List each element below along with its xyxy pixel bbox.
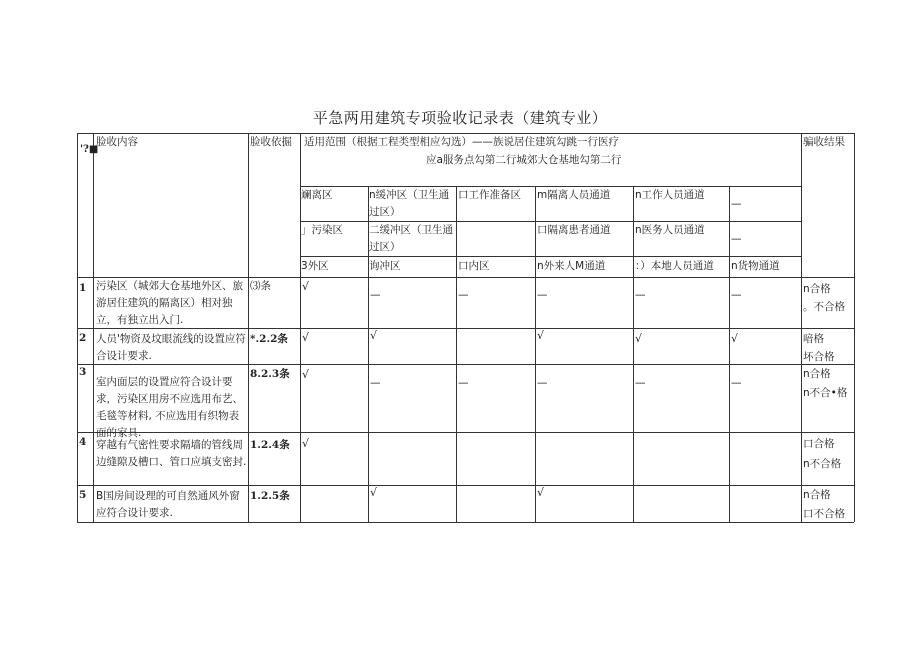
row4-no: 4 [79, 436, 87, 448]
row2-content: 人员'物资及坟眼流线的设置应符合设计要求. [96, 333, 246, 362]
zone-r1-c5: n工作人员通道 [635, 189, 705, 201]
col-line-z3 [535, 186, 536, 522]
row1-mark-4: — [537, 289, 548, 301]
header-scope-line2: 应a服务点勾第二行城郊大仓基地勾第二行 [426, 154, 622, 166]
header-content: 脸收内容 [96, 136, 138, 148]
row5-result-pass: n合格 [803, 489, 831, 501]
row1-result-pass: n合格 [803, 283, 831, 295]
table-border-bottom [77, 522, 854, 523]
zone-r1-c2: n缓冲区（卫生通过区） [369, 189, 450, 218]
header-result: 骗收结果 [803, 136, 845, 148]
zone-r2-c5: n医务人员通道 [635, 224, 705, 236]
row5-check-4: √ [537, 486, 545, 499]
row3-mark-6: — [731, 377, 742, 389]
zone-r3-c6: n货物通道 [731, 260, 780, 272]
row1-mark-3: — [458, 289, 469, 301]
row3-mark-5: — [635, 377, 646, 389]
row2-result-pass: 喑格 [803, 333, 824, 345]
row1-content: 污染区（城郊大仓基地外区、旅游居住建筑的隔离区）相对独立，有独立出入门. [96, 280, 243, 326]
col-line-z4 [633, 186, 634, 522]
page-title: 平急两用建筑专项验收记录表（建筑专业） [312, 109, 608, 127]
zone-r3-c4: n外来人M通道 [537, 260, 606, 272]
header-basis: 脸收依掘 [250, 136, 292, 148]
zone-r1-c6: — [731, 198, 742, 210]
row5-content: B国房间设理的可自然通风外窗应符合设计要求. [96, 490, 240, 519]
col-line-no [93, 133, 94, 522]
zone-r1-c1: 斓离区 [301, 189, 333, 201]
row2-check-1: √ [302, 331, 310, 344]
row-line-5 [77, 485, 854, 486]
row3-result-pass: n合格 [803, 368, 831, 380]
zone-line-3 [300, 256, 801, 257]
col-line-z5 [729, 186, 730, 522]
row5-check-2: √ [370, 486, 378, 499]
row2-no: 2 [79, 332, 87, 344]
row4-content: 穿越有气密性要求隔墙的管线周边缝隙及槽口、管口应填支密封. [96, 439, 247, 468]
row2-result-fail: 坏合格 [803, 351, 835, 363]
row4-basis: 1.2.4条 [250, 439, 290, 451]
row2-check-5: √ [635, 332, 643, 345]
row1-mark-2: — [370, 289, 381, 301]
row5-basis: 1.2.5条 [250, 490, 290, 502]
row1-result-fail: 。不合格 [803, 301, 845, 313]
row3-basis: 8.2.3条 [250, 368, 290, 380]
row1-check-1: √ [302, 280, 310, 293]
table-border-left [77, 133, 78, 522]
header-no: '?■ [80, 144, 99, 155]
row1-mark-5: — [635, 289, 646, 301]
zone-r1-c4: m隔离人员通道 [537, 189, 611, 201]
row3-mark-2: — [370, 377, 381, 389]
zone-r3-c5: ：）本地人员通道 [635, 260, 714, 272]
zone-r2-c4: 口隔离患者通道 [537, 224, 611, 236]
row3-mark-3: — [458, 377, 469, 389]
row1-basis: ⑶条 [250, 280, 271, 292]
row2-check-2: √ [370, 329, 378, 342]
row1-no: 1 [79, 282, 87, 294]
row3-no: 3 [79, 366, 87, 378]
row2-check-6: √ [731, 332, 739, 345]
row3-check-1: √ [302, 368, 310, 381]
col-line-z2 [456, 186, 457, 522]
zone-r2-c1: 」污染区 [301, 224, 343, 236]
col-line-result [801, 133, 802, 522]
row4-result-fail: n不合格 [803, 458, 842, 470]
zone-r2-c2: 二缓冲区（卫生通过区） [369, 224, 453, 253]
row3-content: 室内面层的设置应符合设计要求，污染区用房不应选用布艺、毛毯等材料, 不应选用有织物表面的家具. [96, 376, 243, 439]
row3-mark-4: — [537, 377, 548, 389]
zone-r2-c6: — [731, 233, 742, 245]
row2-check-4: √ [537, 329, 545, 342]
row2-basis: *.2.2条 [250, 333, 288, 345]
header-scope-line1: 适用范围（根据工程类型相应勾选）——族说居住建筑勾跳一行医疗 [304, 136, 619, 148]
row3-result-fail: n不合•格 [803, 387, 848, 399]
row1-mark-6: — [731, 289, 742, 301]
table-border-right [854, 133, 855, 522]
zone-r3-c1: 3外区 [301, 260, 329, 272]
row5-result-fail: 口不合格 [803, 508, 845, 520]
row4-check-1: √ [302, 437, 310, 450]
row4-result-pass: 口合格 [803, 438, 835, 450]
row5-no: 5 [79, 489, 87, 501]
zone-r3-c3: 口内区 [458, 260, 490, 272]
zone-r3-c2: 询冲区 [369, 260, 401, 272]
col-line-content [248, 133, 249, 522]
zone-r1-c3: 口工作准备区 [458, 189, 521, 201]
